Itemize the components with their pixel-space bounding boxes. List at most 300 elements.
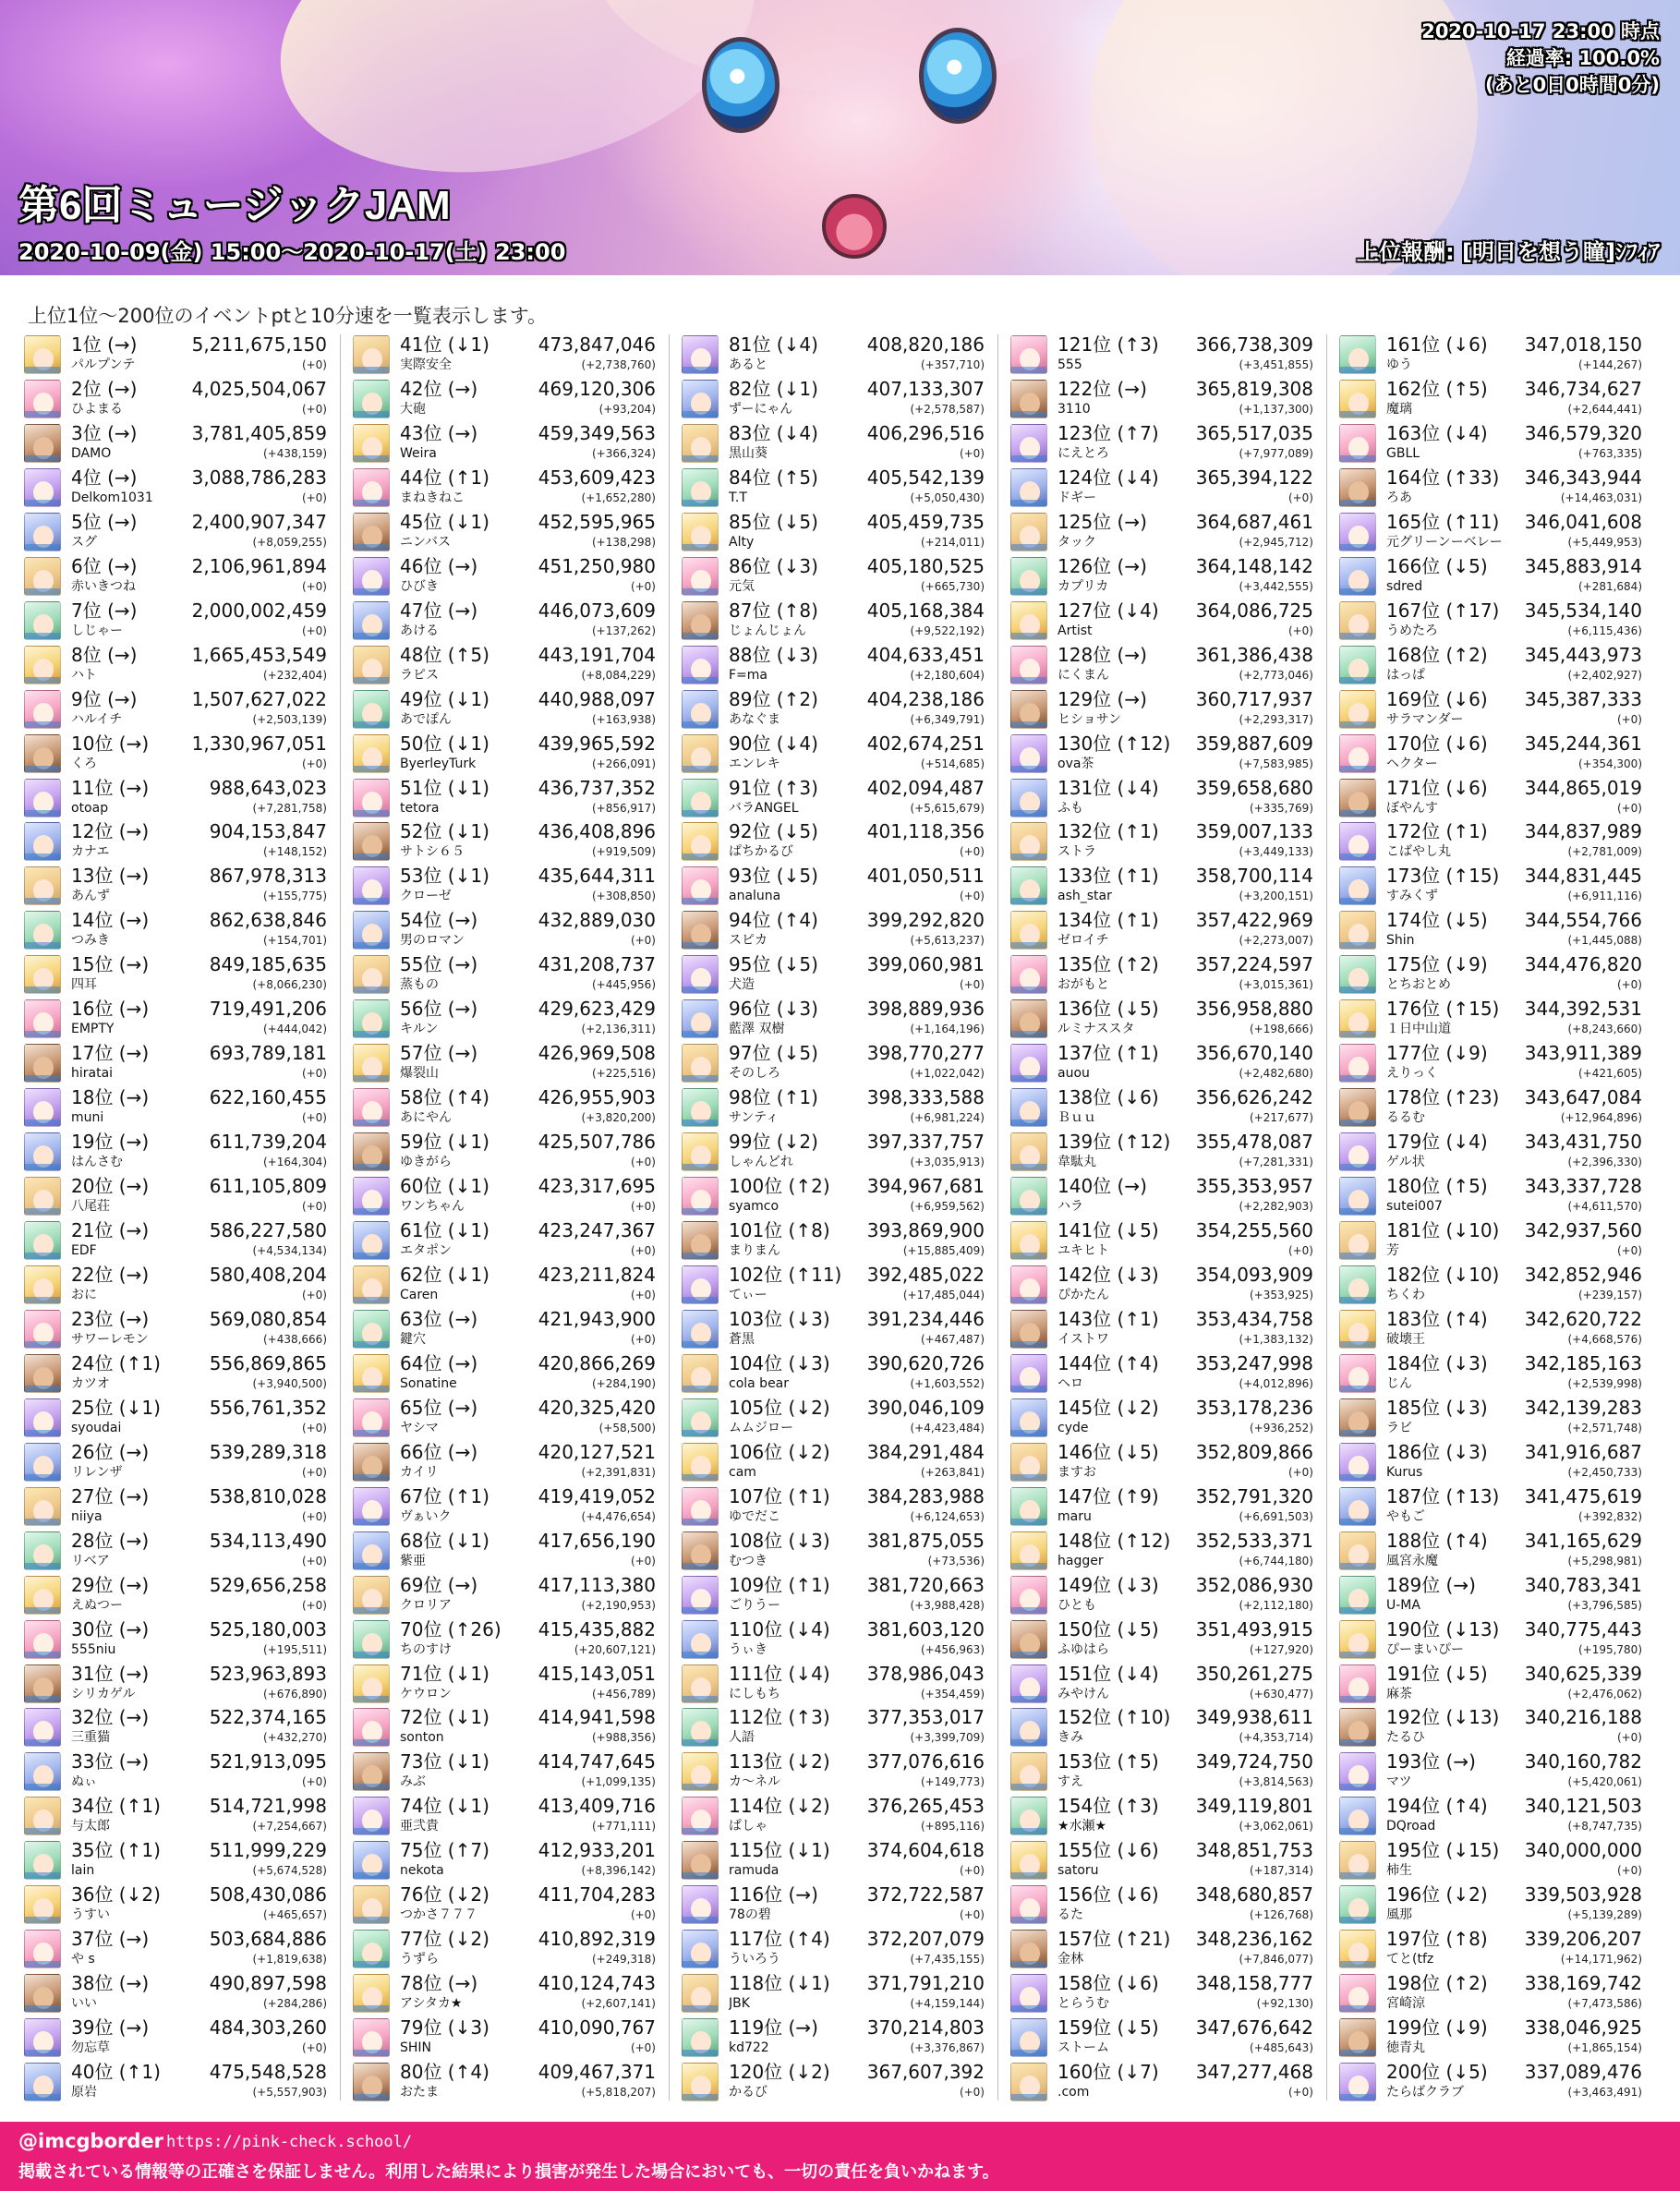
event-points: 508,430,086 (209, 1883, 327, 1906)
rank-change-label: 174位 (↓5) (1386, 909, 1488, 931)
card-frame-band (25, 500, 61, 506)
ten-minute-delta: (+0) (630, 1289, 656, 1301)
ten-minute-delta: (+0) (1287, 2086, 1313, 2099)
ranking-entry (20, 599, 327, 643)
idol-card-thumbnail (24, 557, 61, 596)
idol-card-thumbnail (682, 690, 719, 729)
producer-name: ゆでだこ (729, 1509, 780, 1524)
producer-name: ハト (71, 668, 97, 683)
idol-card-thumbnail (682, 866, 719, 905)
ranking-entry (678, 997, 985, 1041)
rank-change-label: 90位 (↓4) (729, 732, 818, 755)
ranking-entry (1336, 333, 1642, 377)
card-frame-band (25, 1607, 61, 1614)
event-points: 408,820,186 (866, 333, 985, 356)
producer-name: 四耳 (71, 977, 97, 992)
idol-card-thumbnail (1339, 2063, 1376, 2101)
ten-minute-delta: (+0) (301, 1289, 327, 1301)
ten-minute-delta: (+392,832) (1577, 1510, 1642, 1523)
ranking-entry (349, 732, 656, 776)
ten-minute-delta: (+0) (1287, 491, 1313, 504)
ranking-entry (1336, 776, 1642, 820)
ten-minute-delta: (+0) (301, 491, 327, 504)
ten-minute-delta: (+4,012,896) (1239, 1377, 1313, 1390)
card-frame-band (25, 1120, 61, 1126)
idol-card-thumbnail (682, 1576, 719, 1615)
idol-card-thumbnail (353, 513, 390, 551)
ten-minute-delta: (+127,920) (1249, 1643, 1313, 1656)
card-frame-band (25, 1075, 61, 1082)
ten-minute-delta: (+5,298,981) (1567, 1555, 1642, 1568)
idol-card-thumbnail (24, 1885, 61, 1924)
ten-minute-delta: (+5,613,237) (910, 934, 985, 947)
ten-minute-delta: (+7,281,331) (1239, 1156, 1313, 1168)
event-points: 356,626,242 (1195, 1086, 1313, 1108)
ten-minute-delta: (+73,536) (927, 1555, 985, 1568)
idol-card-thumbnail (1010, 999, 1047, 1038)
ten-minute-delta: (+0) (959, 447, 985, 460)
ranking-entry (678, 952, 985, 997)
rank-change-label: 147位 (↑9) (1058, 1485, 1159, 1507)
ranking-entry (678, 2015, 985, 2060)
ranking-entry (678, 377, 985, 421)
event-points: 451,250,980 (538, 555, 656, 577)
idol-card-thumbnail (1010, 335, 1047, 374)
idol-card-thumbnail (1010, 513, 1047, 551)
ten-minute-delta: (+58,500) (598, 1422, 656, 1434)
idol-card-thumbnail (1010, 779, 1047, 817)
ranking-entry (1336, 421, 1642, 466)
event-points: 352,809,866 (1195, 1441, 1313, 1463)
ranking-entry (1336, 1705, 1642, 1749)
producer-name: 鍵穴 (400, 1332, 426, 1347)
rank-change-label: 91位 (↑3) (729, 777, 818, 799)
ranking-entry (1336, 1927, 1642, 1971)
producer-name: T.T (729, 490, 747, 505)
idol-card-thumbnail (353, 1221, 390, 1260)
producer-name: ワンちゃん (400, 1199, 465, 1214)
ranking-entry (1007, 1307, 1313, 1351)
rank-change-label: 116位 (→) (729, 1883, 818, 1906)
ranking-entry (20, 1041, 327, 1085)
ranking-entry (349, 1085, 656, 1130)
event-points: 346,343,944 (1524, 466, 1642, 489)
ranking-entry (1007, 1484, 1313, 1529)
column-divider (669, 334, 670, 2100)
rank-change-label: 196位 (↓2) (1386, 1883, 1488, 1906)
ten-minute-delta: (+9,522,192) (910, 624, 985, 637)
ranking-entry (678, 421, 985, 466)
card-frame-band (1340, 500, 1376, 506)
producer-name: バラANGEL (729, 801, 799, 816)
rank-change-label: 80位 (↑4) (400, 2061, 489, 2083)
event-points: 360,717,937 (1195, 688, 1313, 710)
producer-name: kd722 (729, 2040, 769, 2055)
ten-minute-delta: (+0) (630, 1908, 656, 1921)
idol-card-thumbnail (1339, 1132, 1376, 1171)
ranking-entry (1007, 1617, 1313, 1662)
ranking-entry (1336, 1351, 1642, 1396)
idol-card-thumbnail (24, 1398, 61, 1437)
rank-change-label: 41位 (↓1) (400, 333, 489, 356)
rank-change-label: 98位 (↑1) (729, 1086, 818, 1108)
card-frame-band (1340, 1297, 1376, 1303)
producer-name: にくまん (1058, 668, 1109, 683)
idol-card-thumbnail (353, 690, 390, 729)
event-points: 398,889,936 (866, 998, 985, 1020)
producer-name: ラビ (1386, 1421, 1412, 1435)
card-frame-band (1011, 1739, 1047, 1746)
event-points: 420,127,521 (538, 1441, 656, 1463)
ten-minute-delta: (+3,442,555) (1239, 580, 1313, 593)
producer-name: 78の碧 (729, 1907, 771, 1922)
idol-card-thumbnail (353, 2018, 390, 2057)
rank-change-label: 81位 (↓4) (729, 333, 818, 356)
ten-minute-delta: (+3,796,585) (1567, 1599, 1642, 1612)
producer-name: そのしろ (729, 1066, 780, 1081)
rank-change-label: 136位 (↓5) (1058, 998, 1159, 1020)
idol-card-thumbnail (24, 866, 61, 905)
rank-change-label: 113位 (↓2) (729, 1750, 830, 1773)
ranking-entry (20, 952, 327, 997)
rank-change-label: 171位 (↓6) (1386, 777, 1488, 799)
idol-card-thumbnail (353, 557, 390, 596)
rank-change-label: 184位 (↓3) (1386, 1352, 1488, 1374)
idol-card-thumbnail (1010, 1841, 1047, 1880)
producer-name: EMPTY (71, 1022, 115, 1036)
rank-change-label: 7位 (→) (71, 599, 138, 622)
idol-card-thumbnail (682, 2018, 719, 2057)
event-points: 347,277,468 (1195, 2061, 1313, 2083)
idol-card-thumbnail (24, 1088, 61, 1127)
producer-name: カイリ (400, 1465, 439, 1480)
idol-card-thumbnail (1010, 424, 1047, 463)
ranking-entry (678, 1705, 985, 1749)
rank-change-label: 24位 (↑1) (71, 1352, 161, 1374)
idol-card-thumbnail (682, 779, 719, 817)
ten-minute-delta: (+0) (301, 1067, 327, 1080)
card-frame-band (1011, 1297, 1047, 1303)
card-frame-band (25, 1961, 61, 1967)
card-frame-band (25, 1297, 61, 1303)
idol-card-thumbnail (1339, 1398, 1376, 1437)
card-frame-band (1340, 810, 1376, 817)
rank-change-label: 181位 (↓10) (1386, 1219, 1500, 1241)
producer-name: ぱしゃ (729, 1819, 767, 1834)
idol-card-thumbnail (24, 1930, 61, 1968)
event-points: 372,207,079 (866, 1928, 985, 1950)
idol-card-thumbnail (1339, 2018, 1376, 2057)
rank-change-label: 4位 (→) (71, 466, 138, 489)
idol-card-thumbnail (1010, 1044, 1047, 1083)
ten-minute-delta: (+0) (301, 580, 327, 593)
event-points: 347,018,150 (1524, 333, 1642, 356)
producer-name: sdred (1386, 579, 1423, 594)
producer-name: 爆裂山 (400, 1066, 439, 1081)
ranking-entry (349, 908, 656, 952)
idol-card-thumbnail (24, 690, 61, 729)
producer-name: GBLL (1386, 446, 1420, 461)
idol-card-thumbnail (682, 1132, 719, 1171)
card-frame-band (1340, 1164, 1376, 1170)
idol-card-thumbnail (1010, 734, 1047, 773)
idol-card-thumbnail (682, 1354, 719, 1393)
idol-card-thumbnail (1010, 1088, 1047, 1127)
producer-name: サトシ６５ (400, 844, 465, 859)
event-points: 525,180,003 (209, 1618, 327, 1640)
ranking-entry (1007, 377, 1313, 421)
ten-minute-delta: (+7,473,586) (1567, 1997, 1642, 2010)
ten-minute-delta: (+0) (1616, 1244, 1642, 1257)
event-points: 352,086,930 (1195, 1574, 1313, 1596)
ten-minute-delta: (+2,571,748) (1567, 1422, 1642, 1434)
event-points: 719,491,206 (209, 998, 327, 1020)
ten-minute-delta: (+15,885,409) (902, 1244, 985, 1257)
producer-name: るるむ (1386, 1110, 1425, 1125)
ten-minute-delta: (+8,066,230) (252, 978, 327, 991)
event-points: 556,869,865 (209, 1352, 327, 1374)
rank-change-label: 120位 (↓2) (729, 2061, 830, 2083)
event-points: 410,090,767 (538, 2016, 656, 2039)
card-frame-band (683, 1917, 719, 1923)
producer-name: いい (71, 1996, 97, 2011)
status-box (1421, 18, 1660, 99)
event-points: 365,819,308 (1195, 378, 1313, 400)
producer-name: F=ma (729, 668, 767, 683)
rank-change-label: 121位 (↑3) (1058, 333, 1159, 356)
producer-name: ★水瀬★ (1058, 1819, 1107, 1834)
producer-name: 風宮永魔 (1386, 1554, 1438, 1568)
producer-name: しじゃー (71, 623, 123, 638)
producer-name: きみ (1058, 1730, 1083, 1745)
idol-card-thumbnail (1339, 1354, 1376, 1393)
producer-name: キルン (400, 1022, 439, 1036)
idol-card-thumbnail (1010, 1885, 1047, 1924)
ranking-entry (20, 377, 327, 421)
idol-card-thumbnail (1339, 690, 1376, 729)
ranking-entry (349, 1218, 656, 1263)
event-title: 第6回ミュージックJAM (18, 183, 451, 228)
column-divider (997, 334, 998, 2100)
ranking-entry (349, 2015, 656, 2060)
card-frame-band (683, 987, 719, 993)
idol-card-thumbnail (1339, 1797, 1376, 1835)
idol-card-thumbnail (353, 1487, 390, 1526)
idol-card-thumbnail (24, 1177, 61, 1216)
rank-change-label: 104位 (↓3) (729, 1352, 830, 1374)
site-url-link[interactable]: https://pink-check.school/ (166, 2133, 413, 2151)
ten-minute-delta: (+284,286) (262, 1997, 327, 2010)
event-points: 556,761,352 (209, 1397, 327, 1419)
card-frame-band (354, 677, 390, 684)
ten-minute-delta: (+308,850) (591, 890, 656, 902)
event-points: 345,387,333 (1524, 688, 1642, 710)
twitter-handle-link[interactable]: @imcgborder (18, 2130, 164, 2152)
elapsed-rate: 経過率: 100.0% (1505, 47, 1660, 69)
producer-name: 元グリーンーベレー (1386, 535, 1503, 550)
producer-name: analuna (729, 889, 781, 903)
idol-card-thumbnail (1010, 1132, 1047, 1171)
ten-minute-delta: (+138,298) (591, 536, 656, 549)
ranking-entry (1007, 1218, 1313, 1263)
idol-card-thumbnail (682, 734, 719, 773)
disclaimer-text: 掲載されている情報等の正確さを保証しません。利用した結果により損害が発生した場合においても、一切の責任を負いかねます。 (18, 2162, 999, 2182)
producer-name: みぶ (400, 1774, 426, 1789)
card-frame-band (1011, 2050, 1047, 2056)
ranking-entry (20, 1130, 327, 1174)
card-frame-band (1011, 1961, 1047, 1967)
rank-change-label: 186位 (↓3) (1386, 1441, 1488, 1463)
event-points: 366,738,309 (1195, 333, 1313, 356)
ranking-entry (1336, 1882, 1642, 1927)
idol-card-thumbnail (682, 1265, 719, 1304)
idol-card-thumbnail (353, 1044, 390, 1083)
idol-card-thumbnail (1339, 513, 1376, 551)
event-points: 397,337,757 (866, 1131, 985, 1153)
event-points: 469,120,306 (538, 378, 656, 400)
event-points: 404,633,451 (866, 644, 985, 666)
rank-change-label: 49位 (↓1) (400, 688, 489, 710)
idol-card-thumbnail (1339, 335, 1376, 374)
rank-change-label: 192位 (↓13) (1386, 1706, 1500, 1728)
producer-name: ひよまる (71, 402, 123, 417)
idol-card-thumbnail (353, 1177, 390, 1216)
ten-minute-delta: (+7,254,667) (252, 1820, 327, 1833)
ranking-entry (349, 333, 656, 377)
ten-minute-delta: (+771,111) (591, 1820, 656, 1833)
card-frame-band (683, 1474, 719, 1481)
idol-card-thumbnail (24, 955, 61, 994)
idol-card-thumbnail (1010, 601, 1047, 640)
idol-card-thumbnail (353, 1974, 390, 2013)
ranking-entry (678, 864, 985, 908)
ranking-entry (20, 1882, 327, 1927)
idol-card-thumbnail (1339, 468, 1376, 507)
producer-name: とちおとめ (1386, 977, 1451, 992)
producer-name: むつき (729, 1554, 767, 1568)
producer-name: cola bear (729, 1376, 790, 1391)
ten-minute-delta: (+0) (1616, 713, 1642, 726)
idol-card-thumbnail (353, 468, 390, 507)
ranking-entry (1336, 1218, 1642, 1263)
ten-minute-delta: (+3,814,563) (1239, 1775, 1313, 1788)
idol-card-thumbnail (24, 1974, 61, 2013)
producer-name: 実際安全 (400, 357, 452, 372)
ranking-entry (1007, 643, 1313, 687)
ten-minute-delta: (+1,819,638) (252, 1953, 327, 1966)
rank-change-label: 63位 (→) (400, 1308, 478, 1330)
ten-minute-delta: (+936,252) (1249, 1422, 1313, 1434)
event-points: 611,105,809 (209, 1175, 327, 1197)
rank-change-label: 6位 (→) (71, 555, 138, 577)
card-frame-band (25, 1784, 61, 1790)
ranking-entry (349, 510, 656, 554)
producer-name: 犬造 (729, 977, 755, 992)
ten-minute-delta: (+0) (301, 1599, 327, 1612)
card-frame-band (1340, 987, 1376, 993)
rank-change-label: 21位 (→) (71, 1219, 150, 1241)
rank-change-label: 148位 (↑12) (1058, 1530, 1171, 1552)
ranking-entry (1336, 510, 1642, 554)
card-frame-band (1011, 721, 1047, 728)
card-frame-band (683, 942, 719, 949)
rank-change-label: 93位 (↓5) (729, 865, 818, 887)
rank-change-label: 36位 (↓2) (71, 1883, 161, 1906)
producer-name: あける (400, 623, 439, 638)
event-points: 410,892,319 (538, 1928, 656, 1950)
event-points: 353,434,758 (1195, 1308, 1313, 1330)
rank-change-label: 67位 (↑1) (400, 1485, 489, 1507)
rank-change-label: 52位 (↓1) (400, 820, 489, 842)
ten-minute-delta: (+465,657) (262, 1908, 327, 1921)
event-points: 484,303,260 (209, 2016, 327, 2039)
event-points: 359,007,133 (1195, 820, 1313, 842)
card-frame-band (1340, 2005, 1376, 2012)
rank-change-label: 44位 (↑1) (400, 466, 489, 489)
ranking-entry (678, 1130, 985, 1174)
idol-card-thumbnail (1010, 955, 1047, 994)
card-frame-band (1340, 2094, 1376, 2100)
rank-change-label: 161位 (↓6) (1386, 333, 1488, 356)
card-frame-band (683, 588, 719, 595)
producer-name: じょんじょん (729, 623, 806, 638)
idol-card-thumbnail (24, 779, 61, 817)
ranking-entry (678, 1263, 985, 1307)
event-points: 862,638,846 (209, 909, 327, 931)
rank-change-label: 138位 (↓6) (1058, 1086, 1159, 1108)
producer-name: ルミナススタ (1058, 1022, 1135, 1036)
ranking-entry (20, 1794, 327, 1838)
event-points: 343,647,084 (1524, 1086, 1642, 1108)
idol-card-thumbnail (682, 822, 719, 861)
rank-change-label: 145位 (↓2) (1058, 1397, 1159, 1419)
ranking-entry (20, 687, 327, 732)
idol-card-thumbnail (24, 1221, 61, 1260)
event-points: 377,076,616 (866, 1750, 985, 1773)
ranking-entry (20, 1174, 327, 1218)
ranking-entry (1007, 2015, 1313, 2060)
ten-minute-delta: (+2,180,604) (910, 669, 985, 682)
idol-card-thumbnail (353, 1620, 390, 1659)
ten-minute-delta: (+4,668,576) (1567, 1333, 1642, 1346)
ten-minute-delta: (+0) (301, 2041, 327, 2054)
event-points: 402,674,251 (866, 732, 985, 755)
event-points: 381,603,120 (866, 1618, 985, 1640)
rank-change-label: 33位 (→) (71, 1750, 150, 1773)
ten-minute-delta: (+7,977,089) (1239, 447, 1313, 460)
event-points: 452,595,965 (538, 511, 656, 533)
event-points: 523,963,893 (209, 1663, 327, 1685)
ranking-entry (1336, 2015, 1642, 2060)
card-frame-band (354, 1208, 390, 1215)
producer-name: JBK (729, 1996, 750, 2011)
idol-card-thumbnail (24, 468, 61, 507)
producer-name: ういろう (729, 1952, 780, 1967)
card-frame-band (1340, 1828, 1376, 1834)
event-points: 3,781,405,859 (191, 422, 327, 444)
card-frame-band (683, 544, 719, 551)
ten-minute-delta: (+0) (301, 358, 327, 371)
event-points: 340,000,000 (1524, 1839, 1642, 1861)
producer-name: 柿生 (1386, 1863, 1412, 1878)
rank-change-label: 26位 (→) (71, 1441, 150, 1463)
producer-name: ヴぁいク (400, 1509, 452, 1524)
card-frame-band (1340, 1075, 1376, 1082)
event-points: 345,244,361 (1524, 732, 1642, 755)
ranking-entry (1336, 952, 1642, 997)
producer-name: ash_star (1058, 889, 1112, 903)
producer-name: すみくず (1386, 889, 1438, 903)
